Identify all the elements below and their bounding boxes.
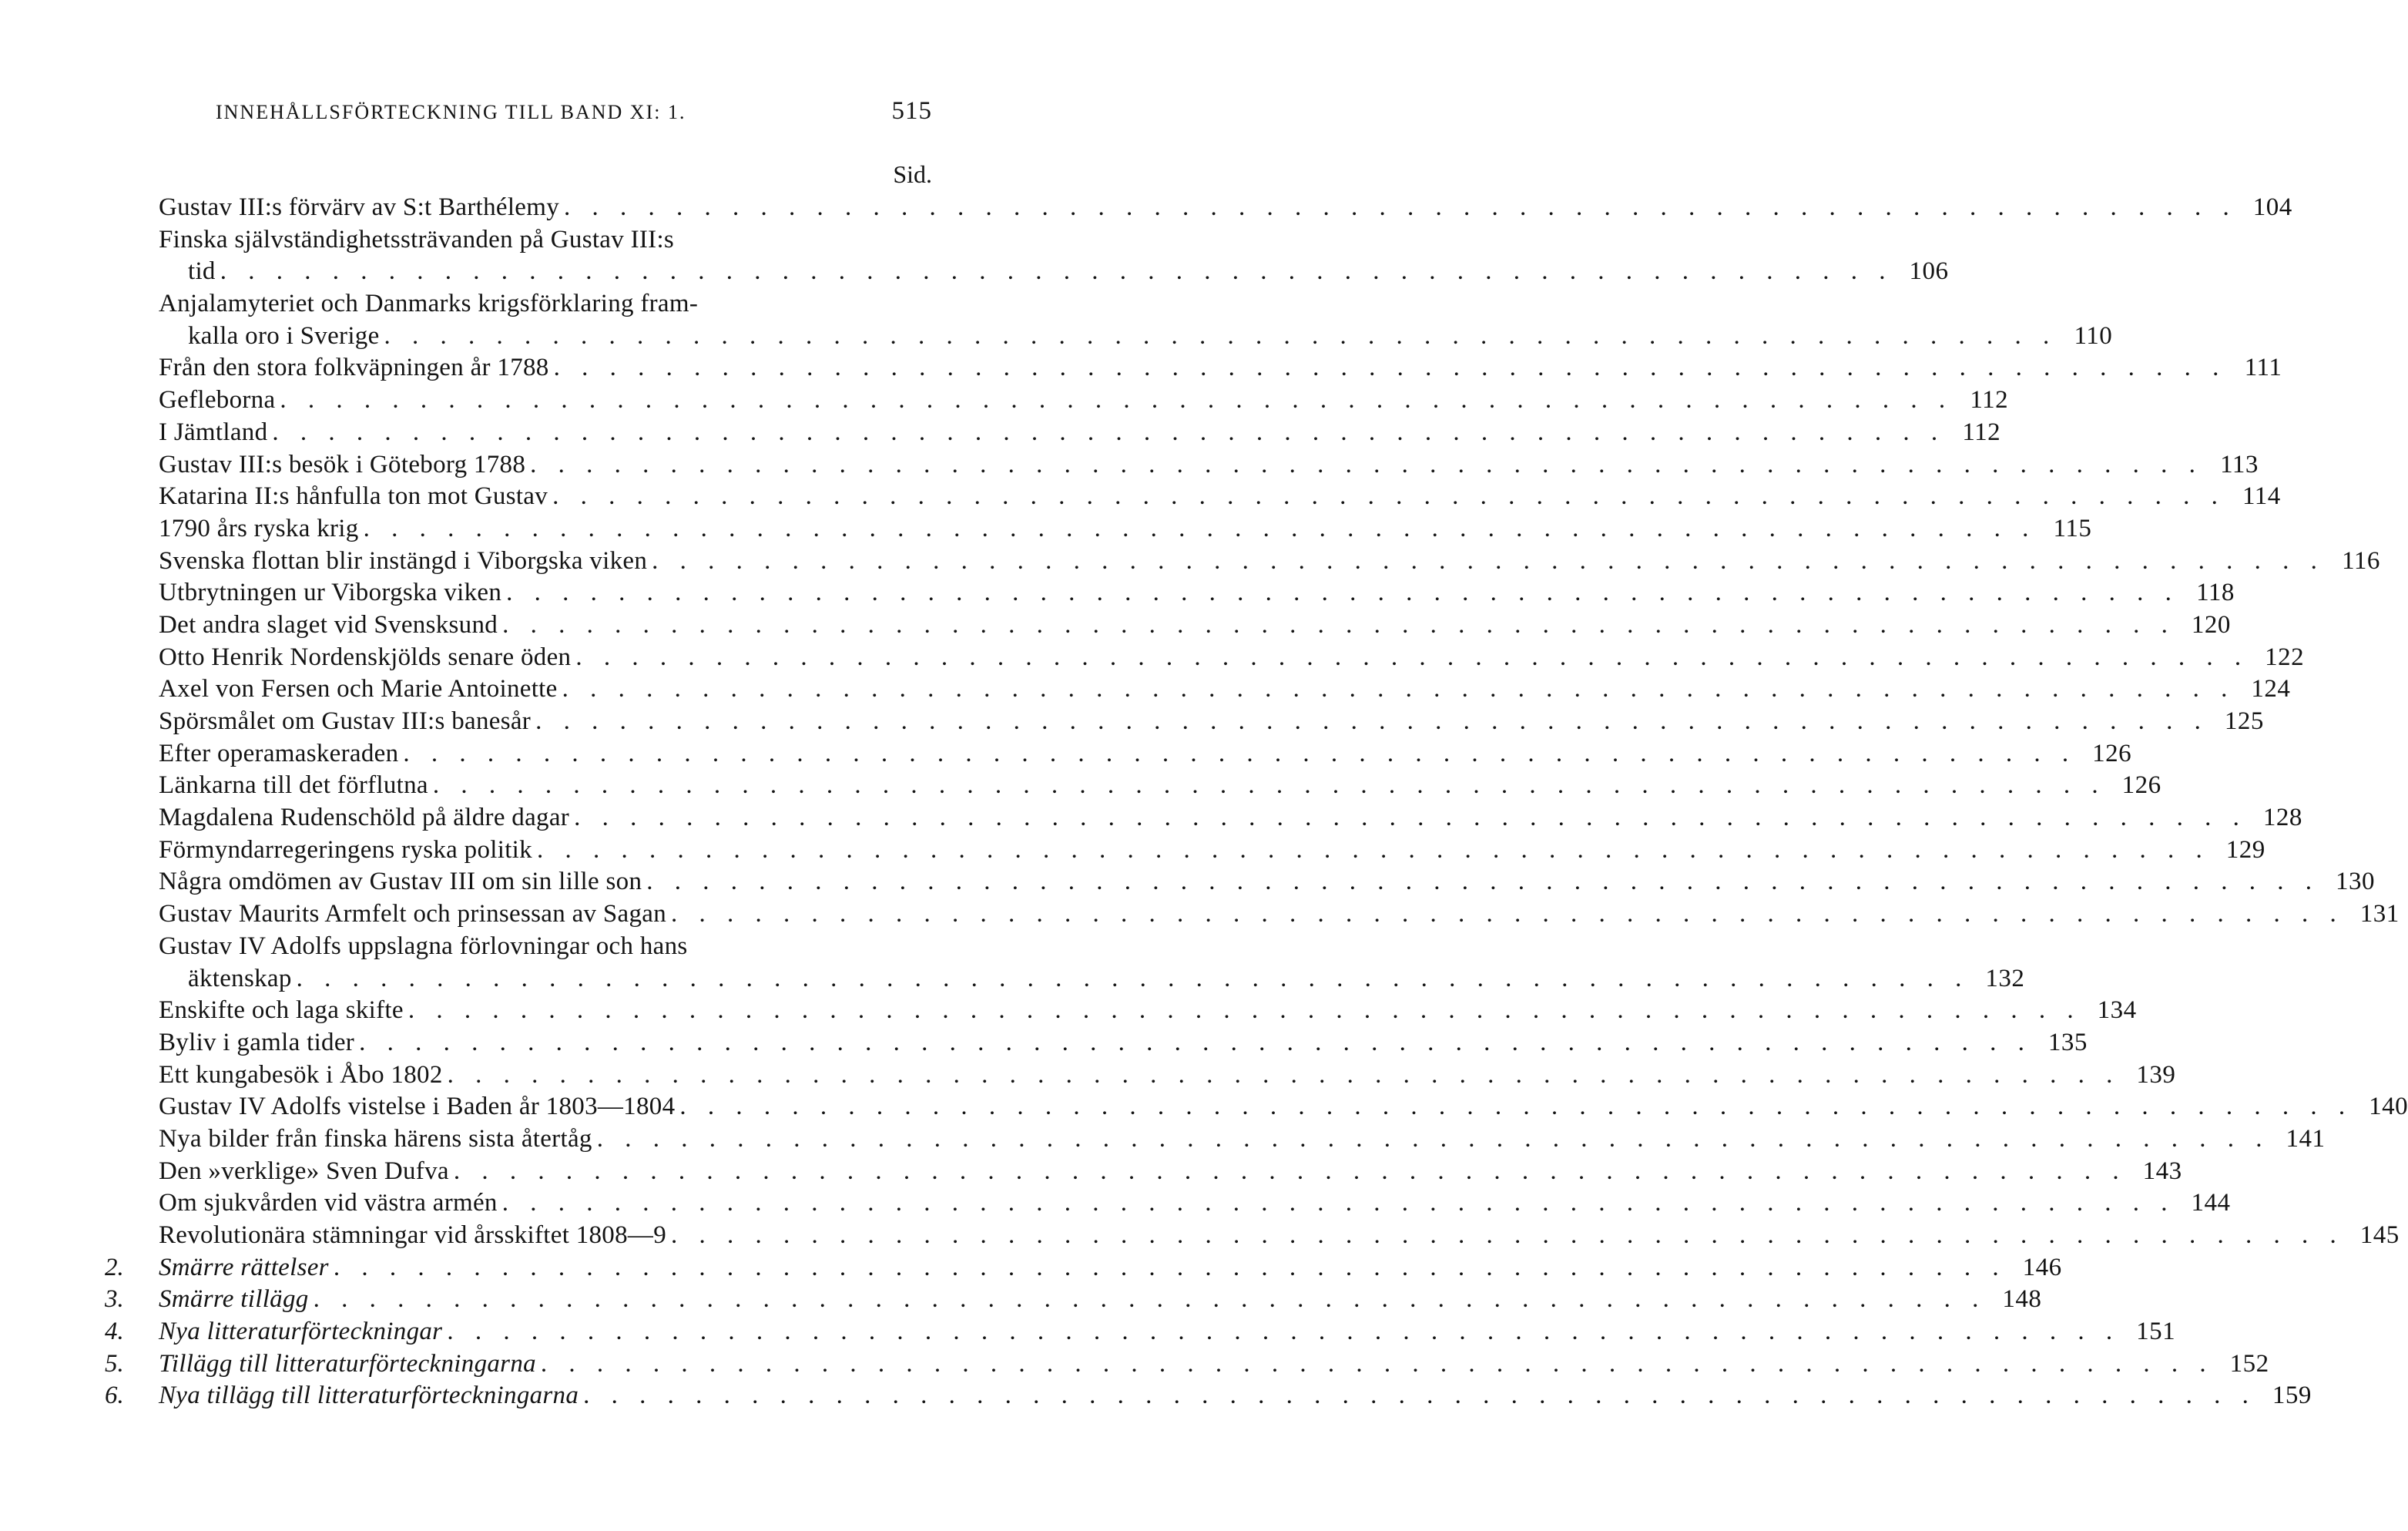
dot-leader: . . . . . . . . . . . . . . . . . . . . . . . . . . . . . . . . . . . . . . . . . . . . . . . . . . . . . . . . . . . .	[530, 450, 2203, 478]
dot-leader: . . . . . . . . . . . . . . . . . . . . . . . . . . . . . . . . . . . . . . . . . . . . . . . . . . . . . . . . . . . .	[652, 546, 2325, 575]
entry-row	[159, 1220, 2400, 1252]
entry-page-number: 126	[2121, 771, 2161, 800]
dot-leader: . . . . . . . . . . . . . . . . . . . . . . . . . . . . . . . . . . . . . . . . . . . . . . . . . . . . . . . . . . . .	[359, 1028, 2032, 1056]
section-title: Nya litteraturförteckningar	[159, 1318, 443, 1346]
toc-entry	[0, 1059, 2176, 1092]
entry-page-number: 152	[2229, 1349, 2269, 1378]
dot-leader: . . . . . . . . . . . . . . . . . . . . . . . . . . . . . . . . . . . . . . . . . . . . . . . . . . . . . . . . . . . .	[553, 354, 2227, 382]
entry-title: Axel von Fersen och Marie Antoinette	[159, 675, 558, 703]
toc-entry	[0, 577, 2235, 609]
entry-title: Gustav III:s förvärv av S:t Barthélemy	[159, 193, 560, 221]
dot-leader: . . . . . . . . . . . . . . . . . . . . . . . . . . . . . . . . . . . . . . . . . . . . . . . . . . . . . . . . . . . .	[535, 707, 2208, 735]
entry-title: Magdalena Rudenschöld på äldre dagar	[159, 804, 570, 832]
entry-title: 1790 års ryska krig	[159, 514, 359, 542]
entry-title: Från den stora folkväpningen år 1788	[159, 354, 549, 382]
entry-title: Efter operamaskeraden	[159, 739, 399, 767]
entry-row	[159, 770, 2161, 802]
entry-title: Spörsmålet om Gustav III:s banesår	[159, 707, 532, 735]
dot-leader: . . . . . . . . . . . . . . . . . . . . . . . . . . . . . . . . . . . . . . . . . . . . . . . . . . . . . . . . . . . .	[280, 386, 1954, 415]
entry-page-number: 125	[2224, 707, 2264, 735]
entry-page-number: 128	[2262, 804, 2302, 832]
entry-row	[159, 642, 2305, 674]
section-number: 6.	[105, 1382, 124, 1410]
entry-page-number: 130	[2336, 868, 2375, 896]
dot-leader: . . . . . . . . . . . . . . . . . . . . . . . . . . . . . . . . . . . . . . . . . . . . . . . . . . . . . . . . . . . .	[313, 1285, 1987, 1314]
toc-entry	[0, 738, 2132, 771]
toc-entry	[0, 481, 2281, 513]
toc-entry	[0, 931, 986, 963]
entry-row	[159, 417, 2001, 449]
dot-leader: . . . . . . . . . . . . . . . . . . . . . . . . . . . . . . . . . . . . . . . . . . . . . . . . . . . . . . . . . . . .	[583, 1382, 2256, 1410]
entry-title: I Jämtland	[159, 418, 268, 446]
section-number: 5.	[105, 1349, 124, 1378]
entry-row	[159, 384, 2009, 417]
dot-leader: . . . . . . . . . . . . . . . . . . . . . . . . . . . . . . . . . . . . . . . . . . . . . . . . . . . . . . . . . . . .	[671, 1221, 2344, 1249]
section-number: 2.	[105, 1253, 124, 1281]
entry-title-continuation: äktenskap	[188, 964, 292, 992]
toc-entry	[0, 384, 2009, 417]
entry-title: Nya bilder från finska härens sista återtåg	[159, 1124, 592, 1153]
toc-entry-continuation	[0, 256, 1949, 288]
entry-title-continuation: kalla oro i Sverige	[188, 321, 380, 350]
dot-leader: . . . . . . . . . . . . . . . . . . . . . . . . . . . . . . . . . . . . . . . . . . . . . . . . . . . . . . . . . . . .	[384, 321, 2058, 350]
entry-row	[159, 577, 2235, 609]
entry-title: Finska självständighetssträvanden på Gustav III:s	[159, 225, 675, 253]
entry-row	[159, 1156, 2182, 1188]
toc-section	[0, 1348, 2269, 1381]
toc-entry	[0, 1027, 2088, 1059]
entry-row	[159, 898, 2400, 931]
dot-leader: . . . . . . . . . . . . . . . . . . . . . . . . . . . . . . . . . . . . . . . . . . . . . . . . . . . . . . . . . . . .	[363, 514, 2037, 542]
entry-row	[159, 834, 2265, 867]
toc-entry-continuation	[0, 321, 2113, 353]
section-title: Smärre tillägg	[159, 1285, 309, 1314]
entry-row	[159, 1091, 2408, 1123]
entry-page-number: 118	[2196, 579, 2235, 607]
toc-entry	[0, 609, 2231, 642]
section-number: 4.	[105, 1318, 124, 1346]
entry-row	[159, 352, 2282, 384]
dot-leader: . . . . . . . . . . . . . . . . . . . . . . . . . . . . . . . . . . . . . . . . . . . . . . . . . . . . . . . . . . . .	[333, 1253, 2007, 1281]
toc-entry	[0, 834, 2265, 867]
table-of-contents	[0, 192, 2408, 1412]
entry-row	[159, 513, 2092, 546]
entry-title: Katarina II:s hånfulla ton mot Gustav	[159, 482, 548, 511]
toc-entry	[0, 995, 2137, 1027]
entry-title-continuation: tid	[188, 257, 216, 286]
entry-row	[159, 546, 2380, 578]
entry-row	[159, 1027, 2088, 1059]
toc-entry	[0, 642, 2305, 674]
dot-leader: . . . . . . . . . . . . . . . . . . . . . . . . . . . . . . . . . . . . . . . . . . . . . . . . . . . . . . . . . . . .	[552, 482, 2225, 511]
entry-title: Gustav III:s besök i Göteborg 1788	[159, 450, 526, 478]
entry-row	[159, 609, 2231, 642]
toc-entry	[0, 1091, 2408, 1123]
entry-row	[188, 256, 1949, 288]
dot-leader: . . . . . . . . . . . . . . . . . . . . . . . . . . . . . . . . . . . . . . . . . . . . . . . . . . . . . . . . . . . .	[220, 257, 1893, 286]
toc-entry	[0, 352, 2282, 384]
dot-leader: . . . . . . . . . . . . . . . . . . . . . . . . . . . . . . . . . . . . . . . . . . . . . . . . . . . . . . . . . . . .	[502, 610, 2175, 639]
entry-row	[159, 673, 2291, 706]
entry-row	[159, 481, 2281, 513]
entry-page-number: 148	[2002, 1285, 2042, 1314]
toc-entry-continuation	[0, 963, 2025, 995]
toc-entry	[0, 449, 2259, 482]
entry-row	[159, 449, 2259, 482]
entry-page-number: 110	[2074, 321, 2113, 350]
dot-leader: . . . . . . . . . . . . . . . . . . . . . . . . . . . . . . . . . . . . . . . . . . . . . . . . . . . . . . . . . . . .	[679, 1093, 2353, 1121]
entry-row	[159, 1380, 2312, 1412]
dot-leader: . . . . . . . . . . . . . . . . . . . . . . . . . . . . . . . . . . . . . . . . . . . . . . . . . . . . . . . . . . . .	[646, 868, 2319, 896]
toc-entry	[0, 417, 2001, 449]
entry-row	[159, 738, 2132, 771]
entry-title: Länkarna till det förflutna	[159, 771, 428, 800]
page-number: 515	[891, 97, 932, 125]
dot-leader: . . . . . . . . . . . . . . . . . . . . . . . . . . . . . . . . . . . . . . . . . . . . . . . . . . . . . . . . . . . .	[453, 1157, 2127, 1185]
toc-section	[0, 1284, 2042, 1316]
toc-entry	[0, 513, 2092, 546]
entry-row	[159, 1123, 2326, 1156]
dot-leader: . . . . . . . . . . . . . . . . . . . . . . . . . . . . . . . . . . . . . . . . . . . . . . . . . . . . . . . . . . . .	[596, 1124, 2270, 1153]
dot-leader: . . . . . . . . . . . . . . . . . . . . . . . . . . . . . . . . . . . . . . . . . . . . . . . . . . . . . . . . . . . .	[574, 804, 2247, 832]
dot-leader: . . . . . . . . . . . . . . . . . . . . . . . . . . . . . . . . . . . . . . . . . . . . . . . . . . . . . . . . . . . .	[296, 964, 1970, 992]
entry-row	[159, 706, 2264, 738]
page-column-label: Sid.	[893, 160, 932, 188]
toc-entry	[0, 224, 986, 257]
dot-leader: . . . . . . . . . . . . . . . . . . . . . . . . . . . . . . . . . . . . . . . . . . . . . . . . . . . . . . . . . . . .	[564, 193, 2237, 221]
toc-section	[0, 1316, 2176, 1348]
toc-entry	[0, 866, 2375, 898]
entry-page-number: 146	[2022, 1253, 2062, 1281]
entry-title: Den »verklige» Sven Dufva	[159, 1157, 449, 1185]
entry-page-number: 111	[2244, 354, 2282, 382]
toc-entry	[0, 898, 2400, 931]
entry-title: Det andra slaget vid Svensksund	[159, 610, 498, 639]
toc-entry	[0, 288, 986, 321]
dot-leader: . . . . . . . . . . . . . . . . . . . . . . . . . . . . . . . . . . . . . . . . . . . . . . . . . . . . . . . . . . . .	[562, 675, 2235, 703]
entry-page-number: 113	[2220, 450, 2259, 478]
entry-page-number: 140	[2369, 1093, 2408, 1121]
entry-row	[159, 1252, 2062, 1284]
toc-entry	[0, 1156, 2182, 1188]
entry-title: Några omdömen av Gustav III om sin lille son	[159, 868, 642, 896]
entry-page-number: 159	[2272, 1382, 2312, 1410]
entry-title: Gustav IV Adolfs uppslagna förlovningar och hans	[159, 932, 688, 960]
toc-entry	[0, 1123, 2326, 1156]
entry-row	[159, 931, 932, 963]
entry-title: Gustav Maurits Armfelt och prinsessan av Sagan	[159, 900, 667, 928]
entry-page-number: 131	[2359, 900, 2400, 928]
entry-title: Gustav IV Adolfs vistelse i Baden år 1803—1804	[159, 1093, 676, 1121]
entry-row	[159, 192, 2292, 224]
toc-entry	[0, 1187, 2231, 1220]
entry-page-number: 141	[2286, 1124, 2326, 1153]
entry-title: Gefleborna	[159, 386, 276, 415]
toc-entry	[0, 673, 2291, 706]
entry-page-number: 112	[1962, 418, 2001, 446]
entry-row	[188, 321, 2113, 353]
entry-page-number: 120	[2191, 610, 2231, 639]
dot-leader: . . . . . . . . . . . . . . . . . . . . . . . . . . . . . . . . . . . . . . . . . . . . . . . . . . . . . . . . . . . .	[575, 643, 2249, 671]
section-title: Smärre rättelser	[159, 1253, 329, 1281]
dot-leader: . . . . . . . . . . . . . . . . . . . . . . . . . . . . . . . . . . . . . . . . . . . . . . . . . . . . . . . . . . . .	[501, 1189, 2175, 1217]
entry-title: Byliv i gamla tider	[159, 1028, 355, 1056]
toc-section	[0, 1252, 2062, 1284]
entry-row	[159, 995, 2137, 1027]
entry-row	[159, 866, 2375, 898]
entry-page-number: 139	[2136, 1060, 2176, 1089]
dot-leader: . . . . . . . . . . . . . . . . . . . . . . . . . . . . . . . . . . . . . . . . . . . . . . . . . . . . . . . . . . . .	[432, 771, 2106, 800]
entry-page-number: 145	[2359, 1221, 2400, 1249]
entry-page-number: 143	[2142, 1157, 2182, 1185]
entry-page-number: 114	[2242, 482, 2281, 511]
dot-leader: . . . . . . . . . . . . . . . . . . . . . . . . . . . . . . . . . . . . . . . . . . . . . . . . . . . . . . . . . . . .	[540, 1349, 2214, 1378]
entry-page-number: 122	[2265, 643, 2305, 671]
entry-title: Om sjukvården vid västra armén	[159, 1189, 498, 1217]
entry-row	[159, 288, 932, 321]
entry-title: Ett kungabesök i Åbo 1802	[159, 1060, 443, 1089]
entry-title: Svenska flottan blir instängd i Viborgska viken	[159, 546, 648, 575]
entry-page-number: 115	[2053, 514, 2092, 542]
dot-leader: . . . . . . . . . . . . . . . . . . . . . . . . . . . . . . . . . . . . . . . . . . . . . . . . . . . . . . . . . . . .	[671, 900, 2344, 928]
entry-page-number: 106	[1909, 257, 1949, 286]
entry-title: Enskifte och laga skifte	[159, 996, 404, 1025]
dot-leader: . . . . . . . . . . . . . . . . . . . . . . . . . . . . . . . . . . . . . . . . . . . . . . . . . . . . . . . . . . . .	[407, 996, 2081, 1025]
section-title: Tillägg till litteraturförteckningarna	[159, 1349, 536, 1378]
entry-page-number: 104	[2252, 193, 2292, 221]
header-title: INNEHÅLLSFÖRTECKNING TILL BAND XI: 1.	[216, 101, 686, 123]
entry-title: Revolutionära stämningar vid årsskiftet 1808—9	[159, 1221, 667, 1249]
entry-row	[159, 1059, 2176, 1092]
entry-title: Otto Henrik Nordenskjölds senare öden	[159, 643, 572, 671]
entry-page-number: 151	[2136, 1318, 2176, 1346]
entry-page-number: 135	[2047, 1028, 2088, 1056]
entry-row	[188, 963, 2025, 995]
entry-page-number: 129	[2225, 835, 2265, 864]
running-header	[216, 97, 932, 131]
entry-page-number: 116	[2342, 546, 2380, 575]
dot-leader: . . . . . . . . . . . . . . . . . . . . . . . . . . . . . . . . . . . . . . . . . . . . . . . . . . . . . . . . . . . .	[403, 739, 2077, 767]
toc-entry	[0, 192, 2292, 224]
toc-entry	[0, 770, 2161, 802]
toc-entry	[0, 802, 2302, 834]
entry-row	[159, 1348, 2269, 1381]
toc-entry	[0, 706, 2264, 738]
entry-row	[159, 224, 932, 257]
toc-section	[0, 1380, 2312, 1412]
entry-row	[159, 1284, 2042, 1316]
entry-title: Anjalamyteriet och Danmarks krigsförklaring fram-	[159, 290, 699, 318]
section-title: Nya tillägg till litteraturförteckningarna	[159, 1382, 579, 1410]
entry-page-number: 112	[1970, 386, 2009, 415]
dot-leader: . . . . . . . . . . . . . . . . . . . . . . . . . . . . . . . . . . . . . . . . . . . . . . . . . . . . . . . . . . . .	[536, 835, 2210, 864]
toc-entry	[0, 546, 2380, 578]
entry-page-number: 132	[1985, 964, 2025, 992]
toc-entry	[0, 1220, 2400, 1252]
entry-page-number: 126	[2092, 739, 2132, 767]
entry-page-number: 134	[2097, 996, 2137, 1025]
dot-leader: . . . . . . . . . . . . . . . . . . . . . . . . . . . . . . . . . . . . . . . . . . . . . . . . . . . . . . . . . . . .	[447, 1318, 2121, 1346]
entry-row	[159, 802, 2302, 834]
entry-page-number: 124	[2251, 675, 2291, 703]
entry-page-number: 144	[2191, 1189, 2231, 1217]
section-number: 3.	[105, 1285, 124, 1314]
entry-row	[159, 1187, 2231, 1220]
dot-leader: . . . . . . . . . . . . . . . . . . . . . . . . . . . . . . . . . . . . . . . . . . . . . . . . . . . . . . . . . . . .	[272, 418, 1946, 446]
entry-title: Förmyndarregeringens ryska politik	[159, 835, 532, 864]
entry-row	[159, 1316, 2176, 1348]
dot-leader: . . . . . . . . . . . . . . . . . . . . . . . . . . . . . . . . . . . . . . . . . . . . . . . . . . . . . . . . . . . .	[447, 1060, 2121, 1089]
dot-leader: . . . . . . . . . . . . . . . . . . . . . . . . . . . . . . . . . . . . . . . . . . . . . . . . . . . . . . . . . . . .	[506, 579, 2179, 607]
entry-title: Utbrytningen ur Viborgska viken	[159, 579, 502, 607]
